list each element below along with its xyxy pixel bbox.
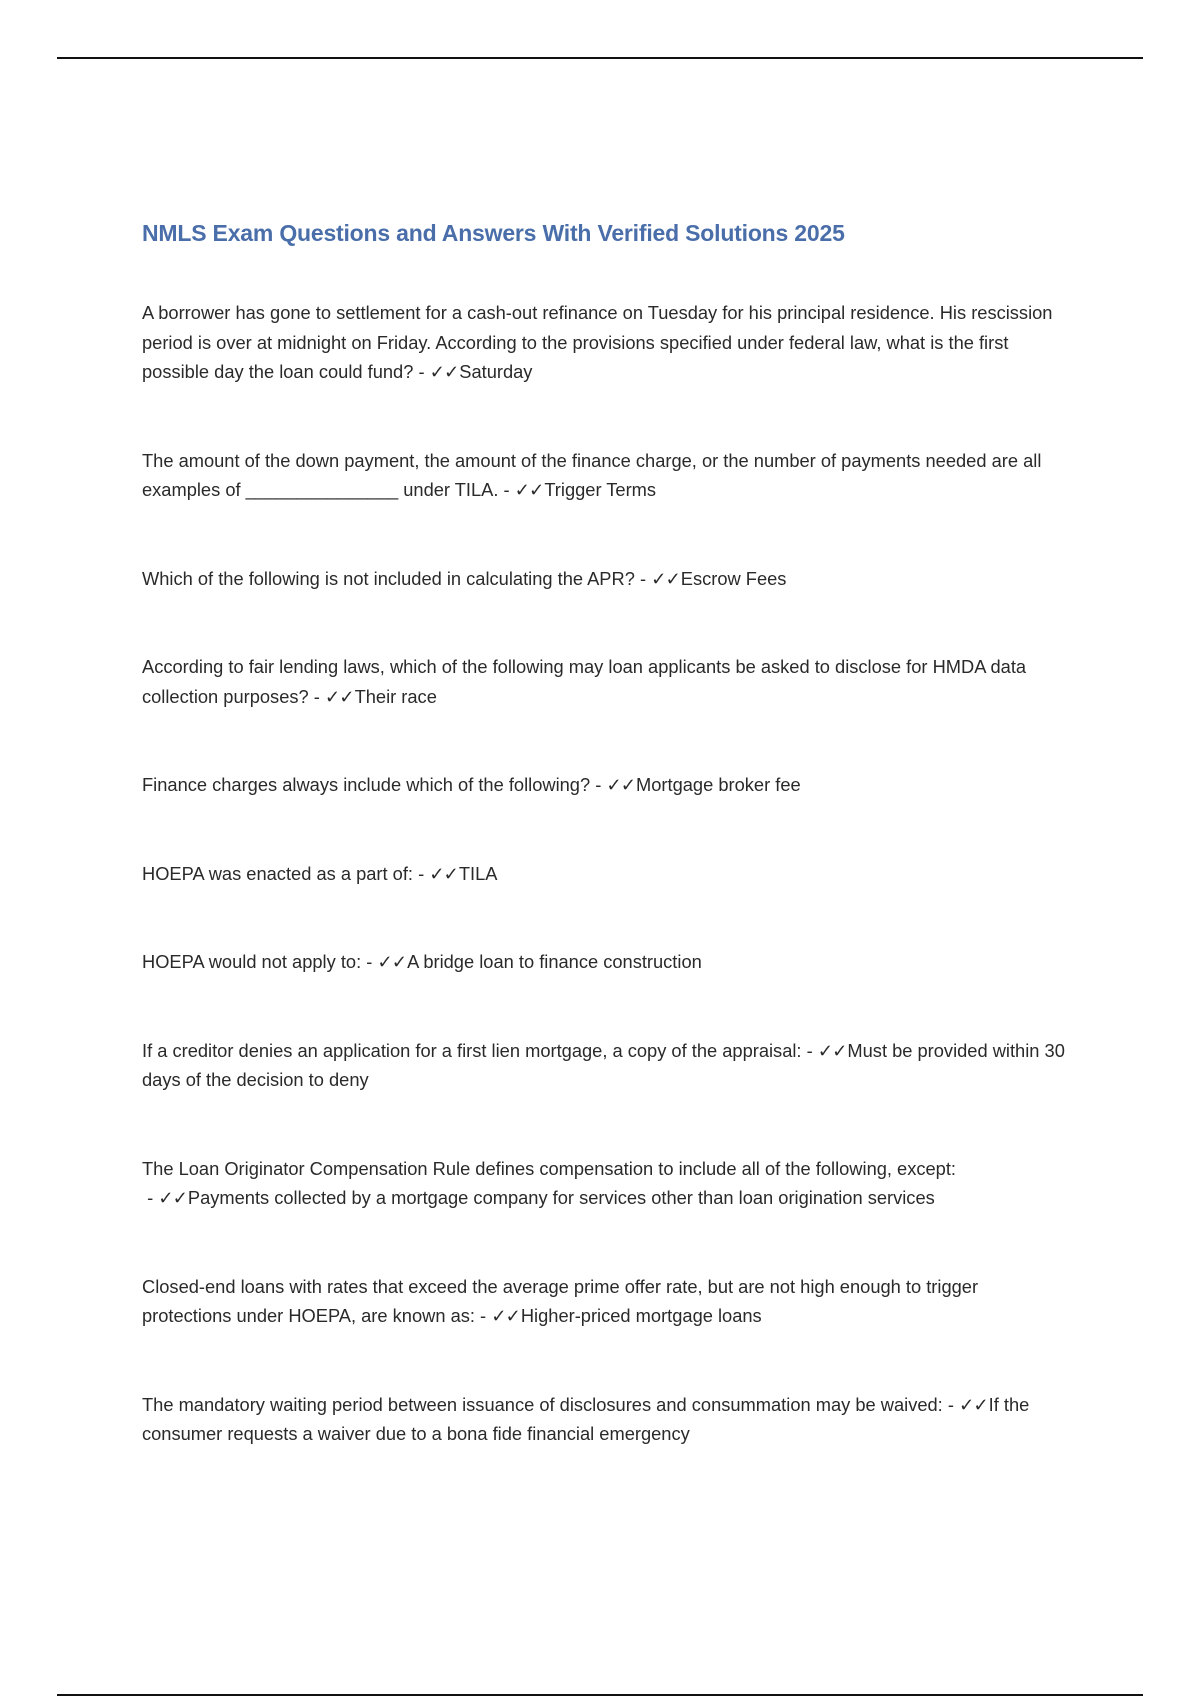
- separator: -: [412, 862, 430, 884]
- question-text: Finance charges always include which of the following?: [142, 774, 591, 795]
- qa-item: [142, 1154, 1072, 1213]
- separator: -: [142, 1187, 159, 1208]
- separator: -: [413, 361, 430, 382]
- qa-item: [142, 1272, 1072, 1331]
- check-icon: ✓✓: [651, 567, 680, 589]
- question-text: The amount of the down payment, the amount of the finance charge, or the number of payments needed are all examples of _______________ under TILA.: [142, 449, 1042, 500]
- question-text: HOEPA was enacted as a part of:: [142, 862, 413, 884]
- answer-text: Must be provided within 30 days of the decision to deny: [142, 1039, 1065, 1090]
- answer-text: If the consumer requests a waiver due to a bona fide financial emergency: [142, 1393, 1030, 1444]
- question-text: HOEPA would not apply to:: [142, 951, 362, 972]
- question-text: Closed-end loans with rates that exceed the average prime offer rate, but are not high enough to trigger protections under HOEPA, are known as:: [142, 1275, 979, 1326]
- answer-text: TILA: [458, 862, 498, 884]
- question-text: If a creditor denies an application for a first lien mortgage, a copy of the appraisal:: [142, 1039, 802, 1061]
- check-icon: ✓✓: [959, 1393, 988, 1415]
- separator: -: [801, 1039, 818, 1061]
- separator: -: [474, 1305, 492, 1326]
- qa-item: [142, 859, 1072, 889]
- check-icon: ✓✓: [158, 1187, 187, 1208]
- answer-text: Escrow Fees: [680, 567, 787, 589]
- answer-text: Mortgage broker fee: [636, 774, 801, 795]
- check-icon: ✓✓: [491, 1305, 520, 1326]
- separator: -: [498, 479, 515, 500]
- qa-item: [142, 298, 1072, 387]
- check-icon: ✓✓: [817, 1039, 847, 1061]
- check-icon: ✓✓: [429, 361, 459, 382]
- question-text: According to fair lending laws, which of the following may loan applicants be asked to disclose for HMDA data collection purposes?: [142, 656, 1027, 707]
- qa-item: [142, 1036, 1072, 1095]
- separator: -: [308, 685, 325, 707]
- qa-item: [142, 446, 1072, 505]
- question-text: The Loan Originator Compensation Rule defines compensation to include all of the following, except:: [142, 1157, 956, 1179]
- separator: -: [590, 774, 607, 795]
- answer-text: Higher-priced mortgage loans: [520, 1305, 762, 1326]
- answer-text: Payments collected by a mortgage company for services other than loan origination services: [187, 1187, 935, 1208]
- qa-list: [142, 298, 1072, 1449]
- check-icon: ✓✓: [377, 951, 407, 972]
- check-icon: ✓✓: [514, 479, 544, 500]
- footer-rule: [57, 1694, 1143, 1696]
- check-icon: ✓✓: [429, 862, 458, 884]
- qa-item: [142, 564, 1072, 594]
- separator: -: [942, 1393, 959, 1415]
- page-title: NMLS Exam Questions and Answers With Verified Solutions 2025: [142, 220, 845, 246]
- qa-item: [142, 770, 1072, 800]
- answer-text: Saturday: [459, 361, 533, 382]
- separator: -: [361, 951, 378, 972]
- qa-item: [142, 652, 1072, 711]
- answer-text: A bridge loan to finance construction: [407, 951, 702, 972]
- header-rule: [57, 57, 1143, 59]
- answer-text: Trigger Terms: [544, 479, 657, 500]
- check-icon: ✓✓: [324, 685, 354, 707]
- qa-item: [142, 1390, 1072, 1449]
- qa-item: [142, 947, 1072, 977]
- question-text: Which of the following is not included in calculating the APR?: [142, 567, 635, 589]
- document-body: [142, 214, 1072, 1508]
- check-icon: ✓✓: [606, 774, 636, 795]
- question-text: The mandatory waiting period between issuance of disclosures and consummation may be waived:: [142, 1393, 943, 1415]
- separator: -: [634, 567, 652, 589]
- answer-text: Their race: [354, 685, 437, 707]
- question-text: A borrower has gone to settlement for a cash-out refinance on Tuesday for his principal residence. His rescission period is over at midnight on Friday. According to the provisions specified under federal law, what is the first possible day the loan could fund?: [142, 302, 1053, 382]
